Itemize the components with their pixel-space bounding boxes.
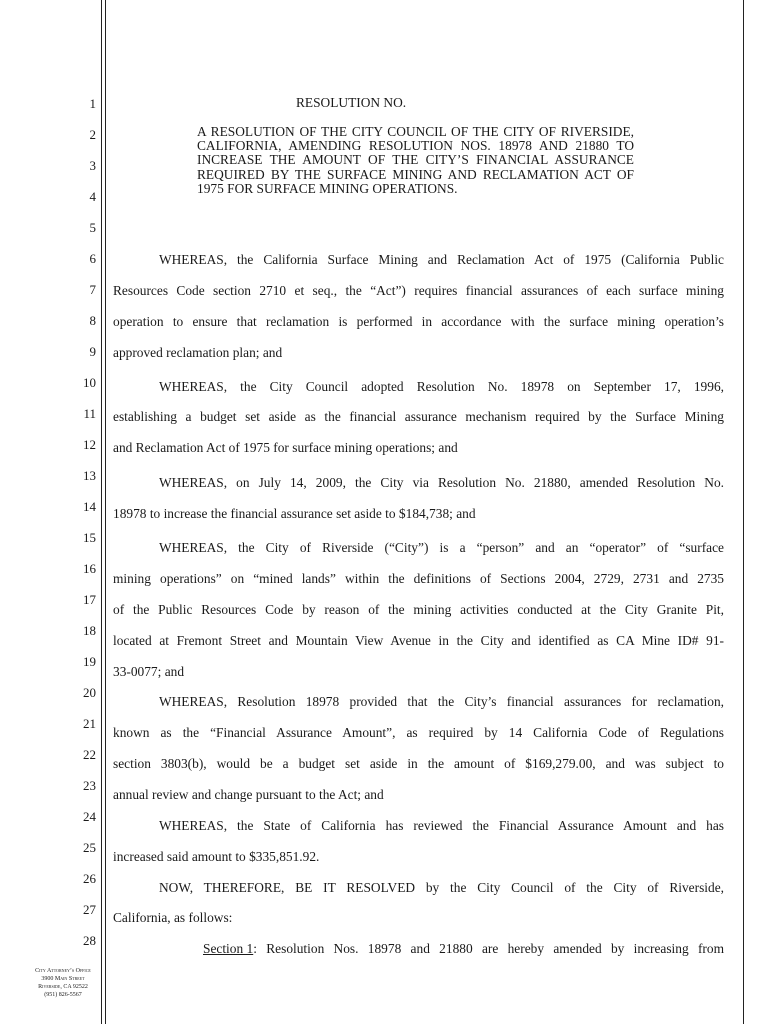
left-margin-rule-inner	[105, 0, 106, 1024]
section-line	[203, 941, 724, 957]
line-number: 5	[89, 220, 96, 235]
body-line: 18978 to increase the financial assurance set aside to $184,738; and	[113, 506, 476, 521]
body-line: operation to ensure that reclamation is performed in accordance with the surface mining operation’s	[113, 314, 724, 329]
resolution-title: RESOLUTION NO.	[296, 95, 407, 110]
body-line: increased said amount to $335,851.92.	[113, 849, 320, 864]
line-number: 23	[83, 778, 96, 793]
body-line: WHEREAS, on July 14, 2009, the City via Resolution No. 21880, amended Resolution No.	[159, 475, 724, 490]
line-number: 27	[83, 902, 96, 917]
right-margin-rule	[743, 0, 744, 1024]
footer-street: 3900 Main Street	[41, 976, 85, 982]
footer-office: City Attorney’s Office	[35, 968, 91, 974]
line-number: 28	[83, 933, 96, 948]
line-number: 12	[83, 437, 96, 452]
line-number: 26	[83, 871, 96, 886]
line-number: 2	[89, 127, 96, 142]
body-line: of the Public Resources Code by reason of the mining activities conducted at the City Granite Pit,	[113, 602, 724, 617]
footer-phone: (951) 826-5567	[44, 992, 82, 998]
line-number: 17	[83, 592, 96, 607]
line-number: 21	[83, 716, 96, 731]
left-margin-rule	[101, 0, 102, 1024]
section-text: : Resolution Nos. 18978 and 21880 are hereby amended by increasing from	[253, 941, 724, 956]
body-line: located at Fremont Street and Mountain View Avenue in the City and identified as CA Mine ID# 91-	[113, 633, 724, 648]
body-line: known as the “Financial Assurance Amount”, as required by 14 California Code of Regulations	[113, 725, 724, 740]
body-line: WHEREAS, the City of Riverside (“City”) is a “person” and an “operator” of “surface	[159, 540, 724, 555]
body-line: establishing a budget set aside as the financial assurance mechanism required by the Surface Mining	[113, 409, 724, 424]
line-number: 16	[83, 561, 96, 576]
line-number: 13	[83, 468, 96, 483]
line-number: 20	[83, 685, 96, 700]
body-line: 33-0077; and	[113, 664, 185, 679]
body-line: WHEREAS, the California Surface Mining and Reclamation Act of 1975 (California Public	[159, 252, 724, 267]
body-line: Resources Code section 2710 et seq., the “Act”) requires financial assurances of each surface mining	[113, 283, 724, 298]
line-number: 6	[89, 251, 96, 266]
line-number: 14	[83, 499, 96, 514]
resolution-caption: A RESOLUTION OF THE CITY COUNCIL OF THE CITY OF RIVERSIDE, CALIFORNIA, AMENDING RESOLUTION NOS. 18978 AND 21880 TO INCREASE THE AMOUNT OF THE CITY’S FINANCIAL ASSURANCE REQUIRED BY THE SURFACE MINING AND RECLAMATION ACT OF 1975 FOR SURFACE MINING OPERATIONS.	[197, 124, 634, 196]
section-heading: Section 1	[203, 941, 254, 956]
line-number: 22	[83, 747, 96, 762]
body-line: section 3803(b), would be a budget set aside in the amount of $169,279.00, and was subject to	[113, 756, 724, 771]
line-number: 8	[89, 313, 96, 328]
line-number: 25	[83, 840, 96, 855]
line-number: 15	[83, 530, 96, 545]
body-line: annual review and change pursuant to the Act; and	[113, 787, 384, 802]
body-line: WHEREAS, the City Council adopted Resolution No. 18978 on September 17, 1996,	[159, 379, 724, 394]
line-number: 18	[83, 623, 96, 638]
footer-city: Riverside, CA 92522	[38, 984, 88, 990]
body-line: NOW, THEREFORE, BE IT RESOLVED by the City Council of the City of Riverside,	[159, 880, 724, 895]
body-line: WHEREAS, the State of California has reviewed the Financial Assurance Amount and has	[159, 818, 724, 833]
line-number: 1	[89, 96, 96, 111]
body-line: California, as follows:	[113, 910, 233, 925]
line-number: 10	[83, 375, 96, 390]
line-number: 4	[89, 189, 96, 204]
line-number: 11	[83, 406, 96, 421]
line-number: 3	[89, 158, 96, 173]
body-line: WHEREAS, Resolution 18978 provided that the City’s financial assurances for reclamation,	[159, 694, 724, 709]
line-number: 19	[83, 654, 96, 669]
city-attorney-footer	[20, 967, 106, 999]
body-line: and Reclamation Act of 1975 for surface mining operations; and	[113, 440, 458, 455]
body-line: approved reclamation plan; and	[113, 345, 283, 360]
line-number: 24	[83, 809, 96, 824]
line-number: 9	[89, 344, 96, 359]
body-line: mining operations” on “mined lands” within the definitions of Sections 2004, 2729, 2731 and 2735	[113, 571, 724, 586]
line-number: 7	[89, 282, 96, 297]
